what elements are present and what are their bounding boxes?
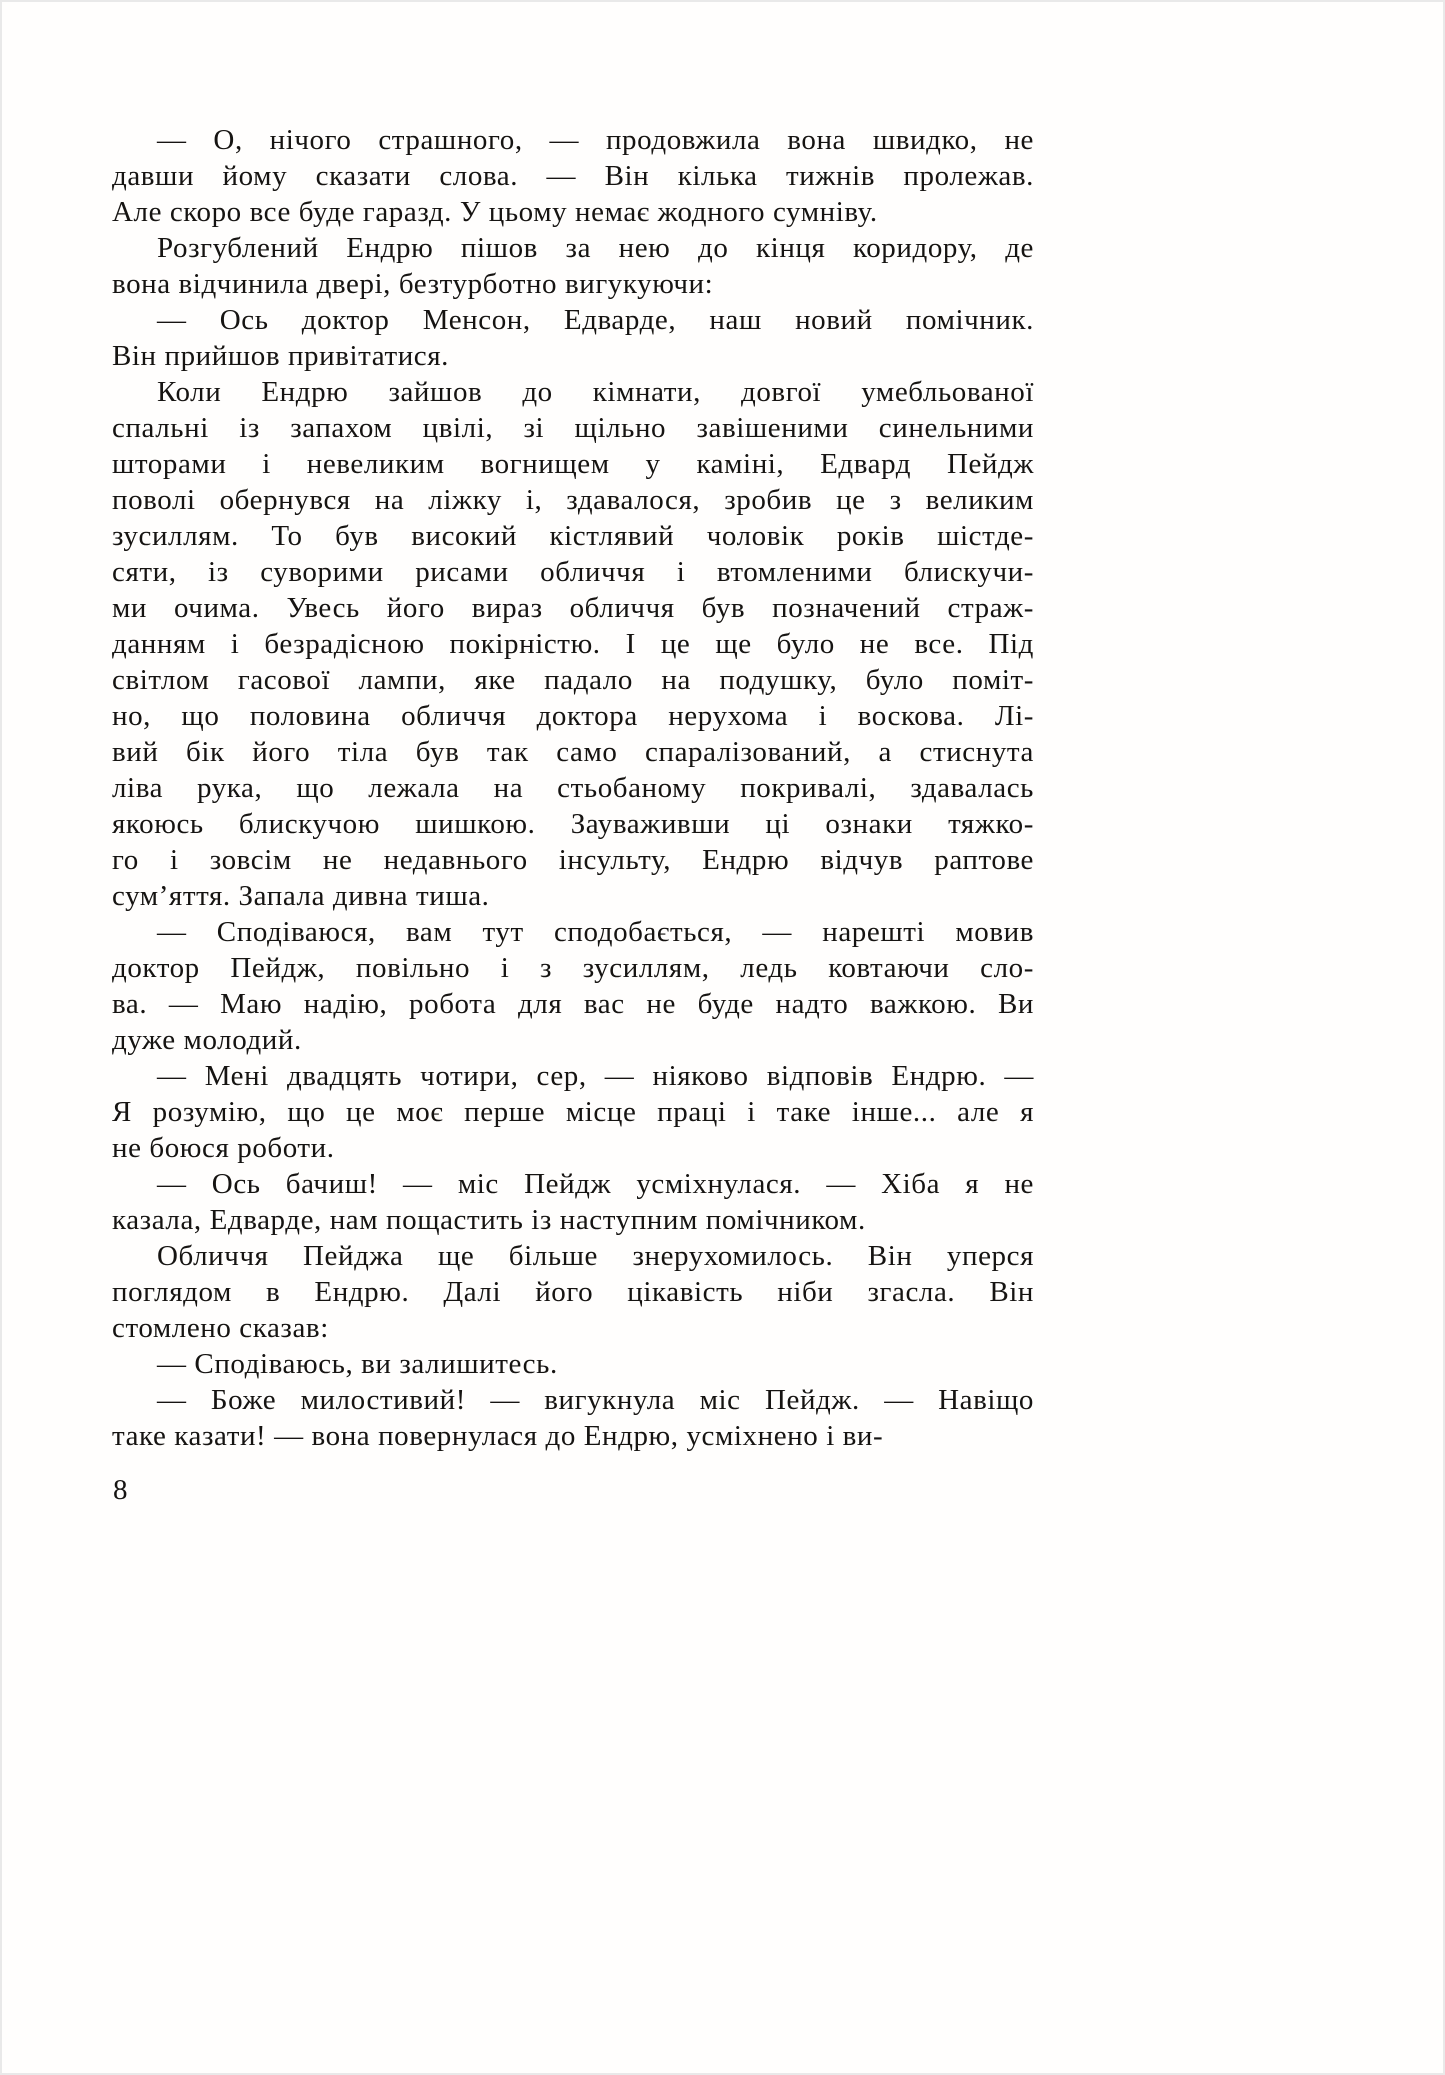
text-line: ліва рука, що лежала на стьобаному покривалі, здавалась <box>112 772 1034 804</box>
text-line: сум’яття. Запала дивна тиша. <box>112 880 490 912</box>
text-line: давши йому сказати слова. — Він кілька тижнів пролежав. <box>112 160 1034 192</box>
text-line: шторами і невеликим вогнищем у каміні, Едвард Пейдж <box>112 448 1034 480</box>
text-line: таке казати! — вона повернулася до Ендрю, усміхнено і ви- <box>112 1420 884 1452</box>
text-line: ми очима. Увесь його вираз обличчя був позначений страж- <box>112 592 1034 624</box>
paragraph <box>112 914 1034 1058</box>
text-line: Але скоро все буде гаразд. У цьому немає жодного сумніву. <box>112 196 878 228</box>
text-line: Обличчя Пейджа ще більше знерухомилось. Він уперся <box>157 1240 1034 1272</box>
paragraph <box>112 1058 1034 1166</box>
text-line: якоюсь блискучою шишкою. Зауваживши ці ознаки тяжко- <box>112 808 1034 840</box>
text-line: но, що половина обличчя доктора нерухома і воскова. Лі- <box>112 700 1034 732</box>
text-line: сяти, із суворими рисами обличчя і втомленими блискучи- <box>112 556 1034 588</box>
text-line: не боюся роботи. <box>112 1132 335 1164</box>
text-line: — О, нічого страшного, — продовжила вона швидко, не <box>157 124 1034 156</box>
text-line: поглядом в Ендрю. Далі його цікавість ніби згасла. Він <box>112 1276 1034 1308</box>
paragraph <box>112 1382 1034 1454</box>
text-line: — Сподіваюсь, ви залишитесь. <box>157 1348 558 1380</box>
text-line: — Ось бачиш! — міс Пейдж усміхнулася. — Хіба я не <box>157 1168 1034 1200</box>
text-line: — Ось доктор Менсон, Едварде, наш новий помічник. <box>157 304 1034 336</box>
text-line: світлом гасової лампи, яке падало на подушку, було поміт- <box>112 664 1034 696</box>
text-line: Він прийшов привітатися. <box>112 340 450 372</box>
text-line: — Боже милостивий! — вигукнула міс Пейдж. — Навіщо <box>157 1384 1034 1416</box>
text-line: Коли Ендрю зайшов до кімнати, довгої умебльованої <box>157 376 1034 408</box>
paragraph <box>112 374 1034 914</box>
text-line: — Сподіваюся, вам тут сподобається, — нарешті мовив <box>157 916 1034 948</box>
paragraph <box>112 302 1034 374</box>
text-line: вона відчинила двері, безтурботно вигукуючи: <box>112 268 714 300</box>
text-line: вий бік його тіла був так само спаралізований, а стиснута <box>112 736 1034 768</box>
text-line: стомлено сказав: <box>112 1312 329 1344</box>
text-line: ва. — Маю надію, робота для вас не буде надто важкою. Ви <box>112 988 1034 1020</box>
text-line: доктор Пейдж, повільно і з зусиллям, ледь ковтаючи сло- <box>112 952 1034 984</box>
page-number: 8 <box>113 1474 128 1506</box>
text-line: зусиллям. То був високий кістлявий чоловік років шістде- <box>112 520 1034 552</box>
text-line: Розгублений Ендрю пішов за нею до кінця коридору, де <box>157 232 1034 264</box>
text-block <box>112 122 1034 1454</box>
text-line: Я розумію, що це моє перше місце праці і таке інше... але я <box>112 1096 1034 1128</box>
text-line: го і зовсім не недавнього інсульту, Ендрю відчув раптове <box>112 844 1034 876</box>
text-line: — Мені двадцять чотири, сер, — ніяково відповів Ендрю. — <box>157 1060 1034 1092</box>
text-line: казала, Едварде, нам пощастить із наступним помічником. <box>112 1204 866 1236</box>
paragraph <box>112 1346 1034 1382</box>
text-line: спальні із запахом цвілі, зі щільно завішеними синельними <box>112 412 1034 444</box>
text-line: дуже молодий. <box>112 1024 302 1056</box>
paragraph <box>112 1166 1034 1238</box>
text-line: поволі обернувся на ліжку і, здавалося, зробив це з великим <box>112 484 1034 516</box>
paragraph <box>112 230 1034 302</box>
paragraph <box>112 122 1034 230</box>
paragraph <box>112 1238 1034 1346</box>
text-line: данням і безрадісною покірністю. І це ще було не все. Під <box>112 628 1034 660</box>
